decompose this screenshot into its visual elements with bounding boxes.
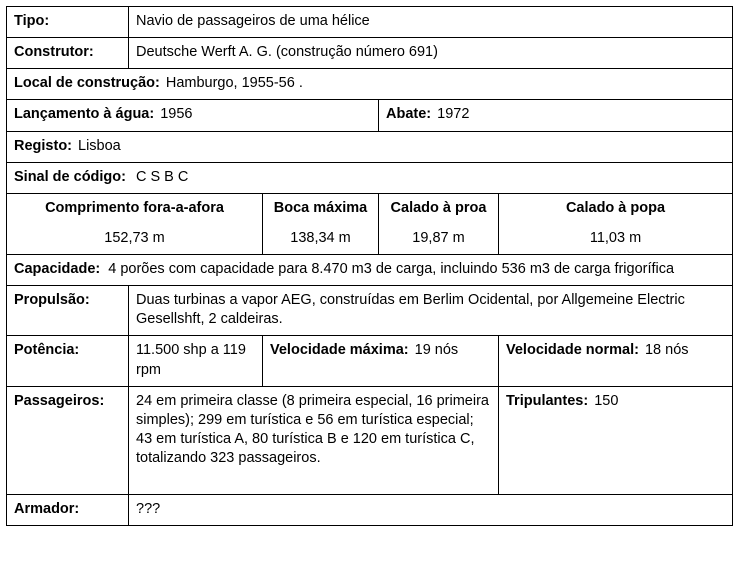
dimension-value-comprimento: 152,73 m [7,224,263,255]
cell-local-construcao [7,69,733,100]
table-row-registo [7,131,733,162]
value-potencia: 11.500 shp a 119 rpm [129,336,263,386]
table-row-dimensions-header [7,193,733,224]
label-sinal-codigo: Sinal de código: [14,168,126,185]
table-row-passageiros-tripulantes [7,386,733,494]
label-passageiros: Passageiros: [7,386,129,494]
value-propulsao: Duas turbinas a vapor AEG, construídas em Berlim Ocidental, por Allgemeine Electric Gesellshft, 2 caldeiras. [129,286,733,336]
value-sinal-codigo: C S B C [135,168,189,185]
ship-specification-table [6,6,733,526]
table-row-dimensions-values [7,224,733,255]
value-abate: 1972 [437,106,470,123]
label-construtor: Construtor: [7,38,129,69]
table-row-capacidade [7,255,733,286]
cell-lancamento [7,100,379,131]
value-passageiros: 24 em primeira classe (8 primeira especial, 16 primeira simples); 299 em turística e 56 em turística especial; 43 em turística A, 80 turística B e 120 em turística C, totalizando 323 passageiros. [129,386,499,494]
label-potencia: Potência: [7,336,129,386]
dimension-header-calado-proa: Calado à proa [379,193,499,224]
table-row-construtor [7,38,733,69]
table-row-sinal-codigo [7,162,733,193]
value-local-construcao: Hamburgo, 1955-56 . [165,75,303,92]
label-velocidade-normal: Velocidade normal: [506,342,639,359]
label-lancamento: Lançamento à água: [14,106,155,123]
value-armador: ??? [129,494,733,525]
label-capacidade: Capacidade: [14,261,101,277]
cell-tripulantes [499,386,733,494]
value-tipo: Navio de passageiros de uma hélice [129,7,733,38]
dimension-header-comprimento: Comprimento fora-a-afora [7,193,263,224]
label-local-construcao: Local de construção: [14,75,160,92]
dimension-header-calado-popa: Calado à popa [499,193,733,224]
dimension-value-calado-popa: 11,03 m [499,224,733,255]
cell-velocidade-maxima [263,336,499,386]
cell-abate [379,100,733,131]
table-row-tipo [7,7,733,38]
label-abate: Abate: [386,106,432,123]
table-row-local-construcao [7,69,733,100]
value-velocidade-normal: 18 nós [644,342,689,359]
value-tripulantes: 150 [594,392,619,409]
dimension-value-boca: 138,34 m [263,224,379,255]
cell-velocidade-normal [499,336,733,386]
label-tripulantes: Tripulantes: [506,392,589,409]
cell-sinal-codigo [7,162,733,193]
dimension-header-boca: Boca máxima [263,193,379,224]
cell-registo [7,131,733,162]
label-armador: Armador: [7,494,129,525]
table-row-potencia-velocidades [7,336,733,386]
value-construtor: Deutsche Werft A. G. (construção número 691) [129,38,733,69]
label-tipo: Tipo: [7,7,129,38]
table-row-armador [7,494,733,525]
label-velocidade-maxima: Velocidade máxima: [270,342,409,359]
value-velocidade-maxima: 19 nós [414,342,459,359]
value-registo: Lisboa [78,137,121,154]
document-sheet [0,6,740,585]
value-lancamento: 1956 [160,106,193,123]
label-registo: Registo: [14,137,72,154]
cell-capacidade [7,255,733,286]
dimension-value-calado-proa: 19,87 m [379,224,499,255]
table-row-propulsao [7,286,733,336]
label-propulsao: Propulsão: [7,286,129,336]
table-row-lancamento-abate [7,100,733,131]
value-capacidade: 4 porões com capacidade para 8.470 m3 de carga, incluindo 536 m3 de carga frigorífica [108,261,675,277]
